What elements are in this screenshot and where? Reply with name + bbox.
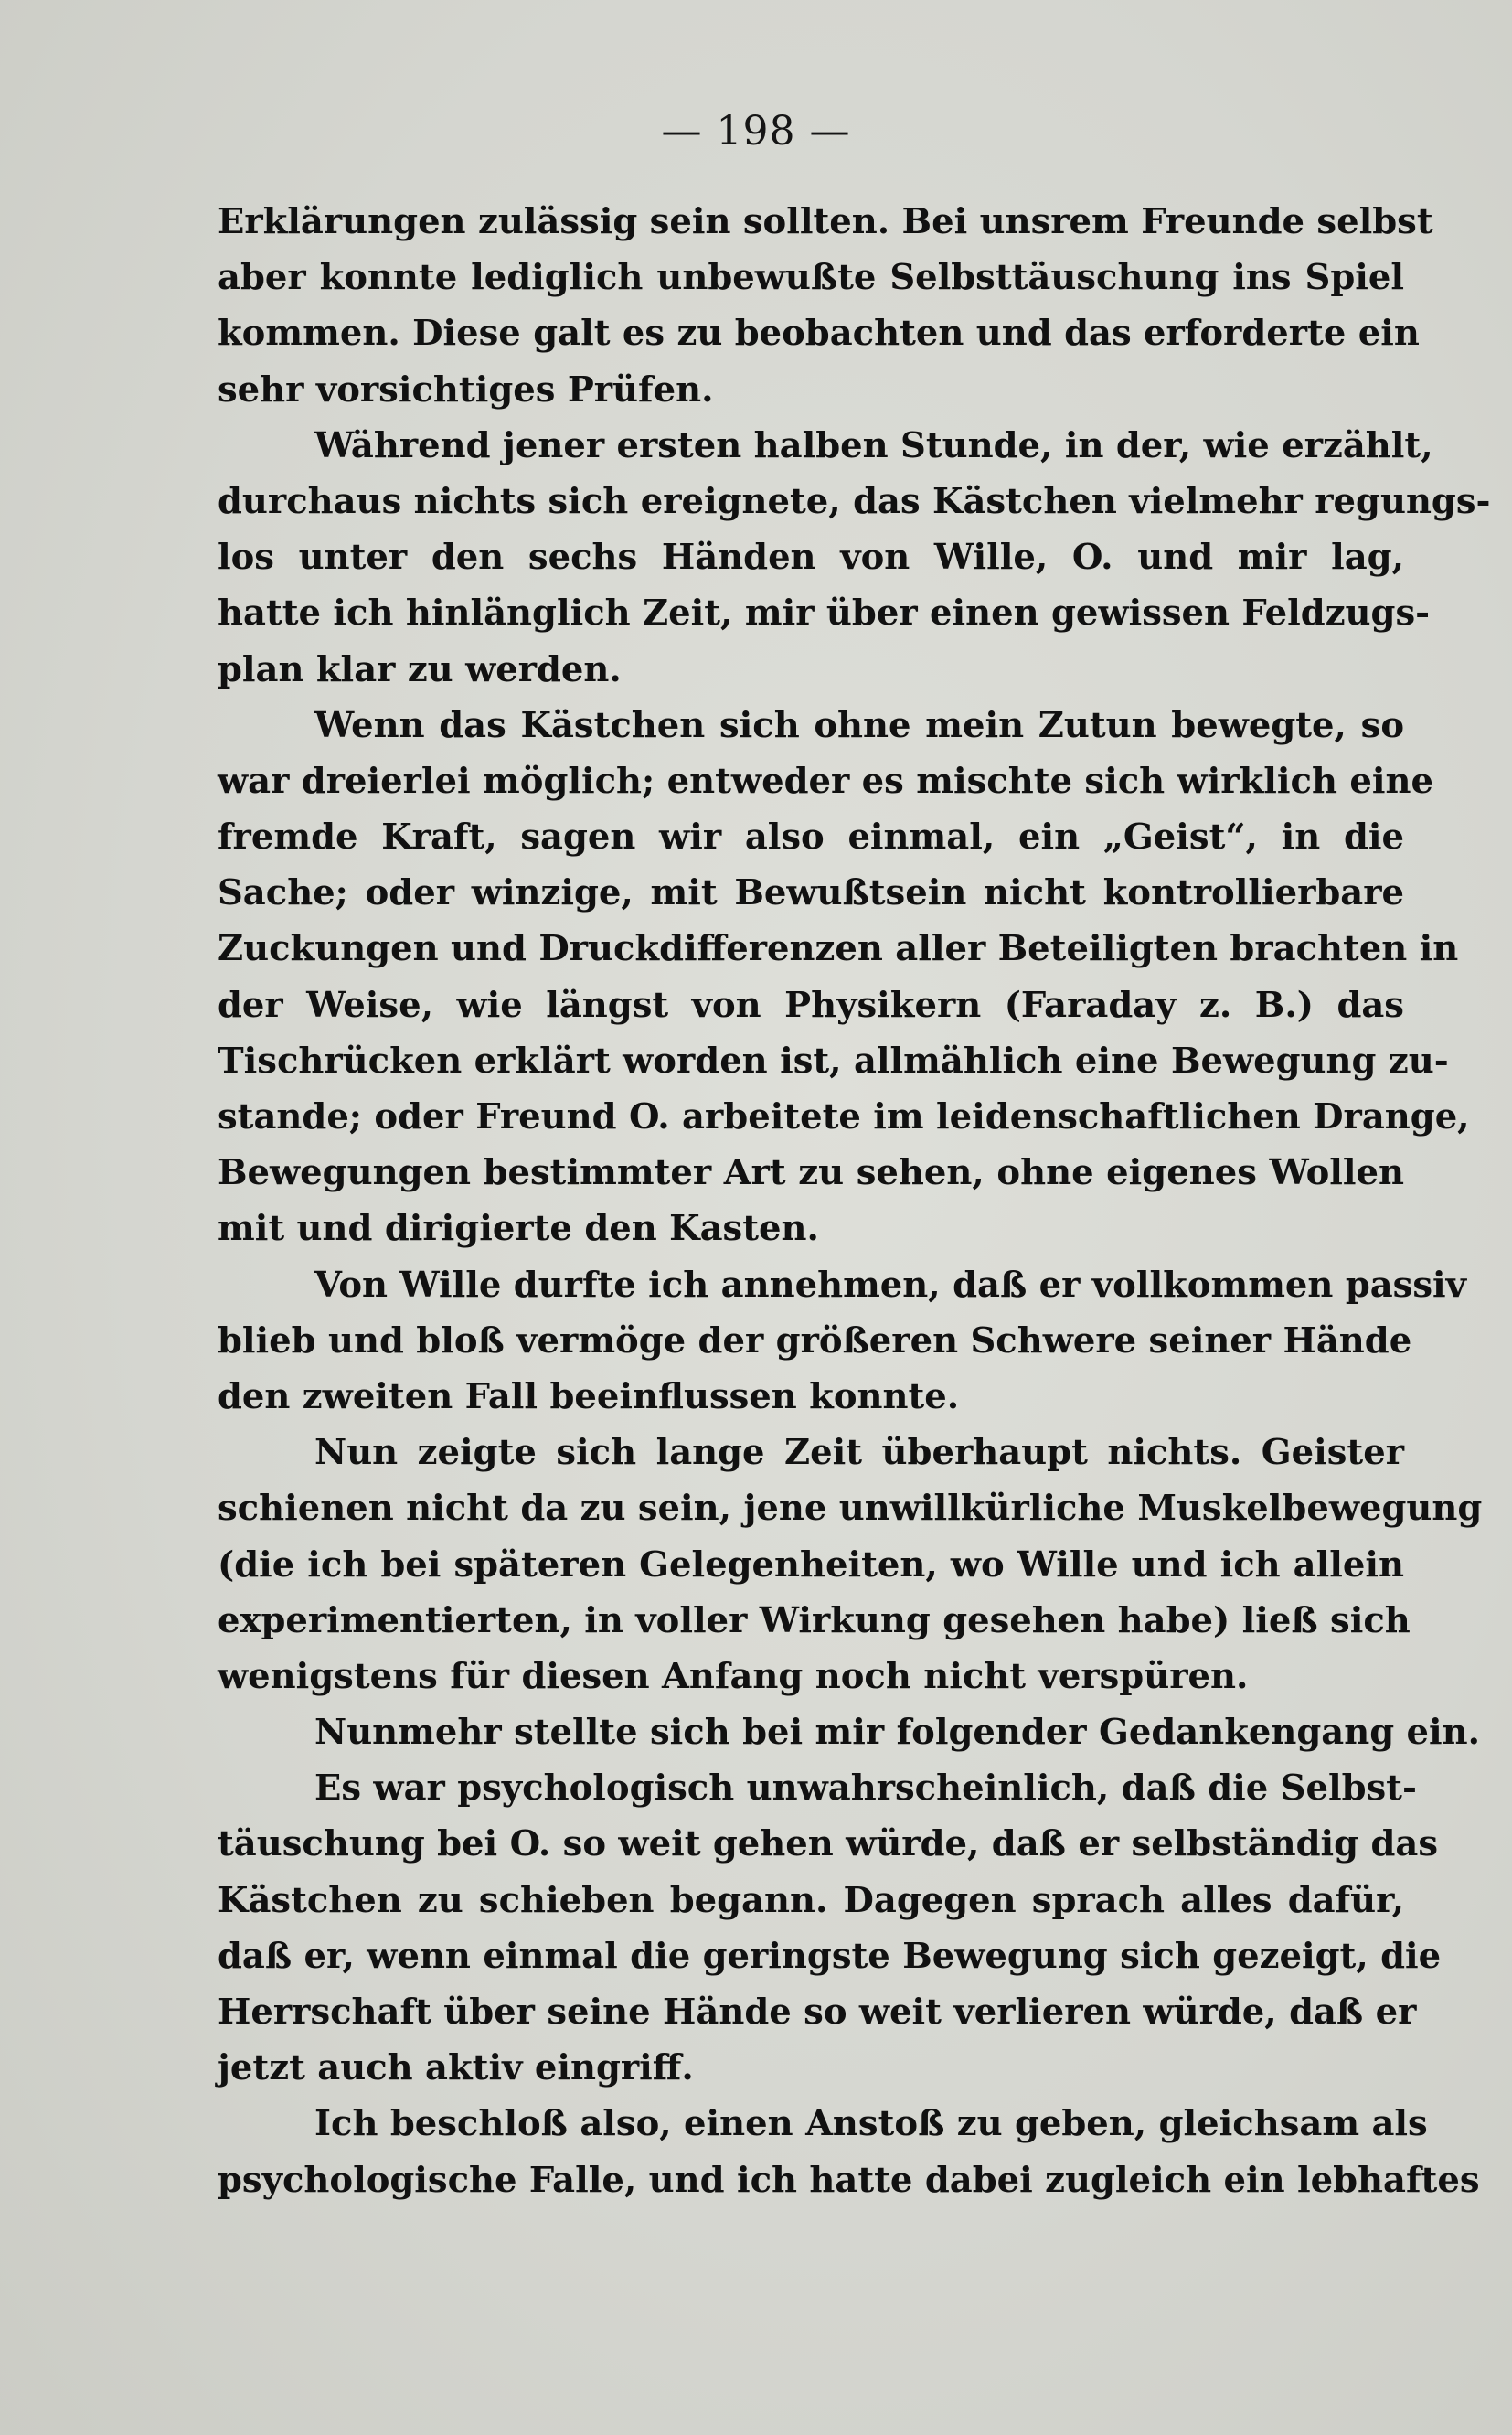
text-line: daß er, wenn einmal die geringste Bewegung sich gezeigt, die: [218, 1935, 1442, 1977]
paragraph: [218, 1760, 1442, 2096]
text-line: hatte ich hinlänglich Zeit, mir über einen gewissen Feldzugs-: [218, 593, 1431, 635]
text-line: war dreierlei möglich; entweder es mischte sich wirklich eine: [218, 760, 1433, 802]
text-line: Nun zeigte sich lange Zeit überhaupt nichts. Geister: [314, 1432, 1404, 1474]
text-line: jetzt auch aktiv eingriff.: [218, 2047, 694, 2089]
text-line: Erklärungen zulässig sein sollten. Bei unsrem Freunde selbst: [218, 201, 1433, 242]
text-line: schienen nicht da zu sein, jene unwillkürliche Muskelbewegung: [218, 1488, 1483, 1530]
text-line: Herrschaft über seine Hände so weit verlieren würde, daß er: [218, 1992, 1417, 2033]
paragraph: [218, 194, 1433, 418]
text-line: los unter den sechs Händen von Wille, O. und mir lag,: [218, 537, 1404, 579]
text-line: mit und dirigierte den Kasten.: [218, 1208, 819, 1250]
text-line: Es war psychologisch unwahrscheinlich, daß die Selbst-: [314, 1768, 1417, 1810]
page-number: — 198 —: [661, 108, 851, 155]
text-line: Kästchen zu schieben begann. Dagegen sprach alles dafür,: [218, 1879, 1404, 1921]
text-line: Von Wille durfte ich annehmen, daß er vollkommen passiv: [314, 1264, 1467, 1306]
text-line: durchaus nichts sich ereignete, das Kästchen vielmehr regungs-: [218, 480, 1491, 522]
text-line: den zweiten Fall beeinflussen konnte.: [218, 1375, 960, 1417]
text-line: plan klar zu werden.: [218, 648, 622, 690]
paragraph: [218, 418, 1491, 698]
text-line: blieb und bloß vermöge der größeren Schwere seiner Hände: [218, 1319, 1412, 1362]
text-line: Bewegungen bestimmter Art zu sehen, ohne eigenes Wollen: [218, 1152, 1404, 1194]
body-text: [218, 194, 1491, 2208]
text-line: Ich beschloß also, einen Anstoß zu geben, gleichsam als: [314, 2103, 1428, 2145]
text-line: sehr vorsichtiges Prüfen.: [218, 368, 714, 411]
text-line: Wenn das Kästchen sich ohne mein Zutun bewegte, so: [314, 704, 1404, 746]
text-line: Während jener ersten halben Stunde, in der, wie erzählt,: [314, 424, 1433, 466]
text-line: (die ich bei späteren Gelegenheiten, wo Wille und ich allein: [218, 1543, 1404, 1586]
paragraph: [218, 1425, 1483, 1704]
text-line: der Weise, wie längst von Physikern (Faraday z. B.) das: [218, 984, 1404, 1026]
paragraph: [218, 2096, 1480, 2207]
paragraph: [218, 698, 1470, 1257]
text-line: experimentierten, in voller Wirkung gesehen habe) ließ sich: [218, 1599, 1411, 1641]
text-line: Nunmehr stellte sich bei mir folgender Gedankengang ein.: [314, 1712, 1481, 1754]
text-line: stande; oder Freund O. arbeitete im leidenschaftlichen Drange,: [218, 1096, 1470, 1137]
text-line: täuschung bei O. so weit gehen würde, daß er selbständig das: [218, 1823, 1439, 1865]
text-line: psychologische Falle, und ich hatte dabei zugleich ein lebhaftes: [218, 2159, 1480, 2201]
text-line: Sache; oder winzige, mit Bewußtsein nicht kontrollierbare: [218, 872, 1404, 914]
text-line: fremde Kraft, sagen wir also einmal, ein „Geist“, in die: [218, 817, 1404, 859]
text-line: Zuckungen und Druckdifferenzen aller Beteiligten brachten in: [218, 928, 1459, 970]
text-line: kommen. Diese galt es zu beobachten und das erforderte ein: [218, 313, 1420, 355]
text-line: aber konnte lediglich unbewußte Selbsttäuschung ins Spiel: [218, 257, 1404, 299]
paragraph: [218, 1704, 1481, 1760]
paragraph: [218, 1257, 1467, 1426]
text-line: wenigstens für diesen Anfang noch nicht verspüren.: [218, 1655, 1249, 1697]
text-line: Tischrücken erklärt worden ist, allmählich eine Bewegung zu-: [218, 1040, 1449, 1082]
